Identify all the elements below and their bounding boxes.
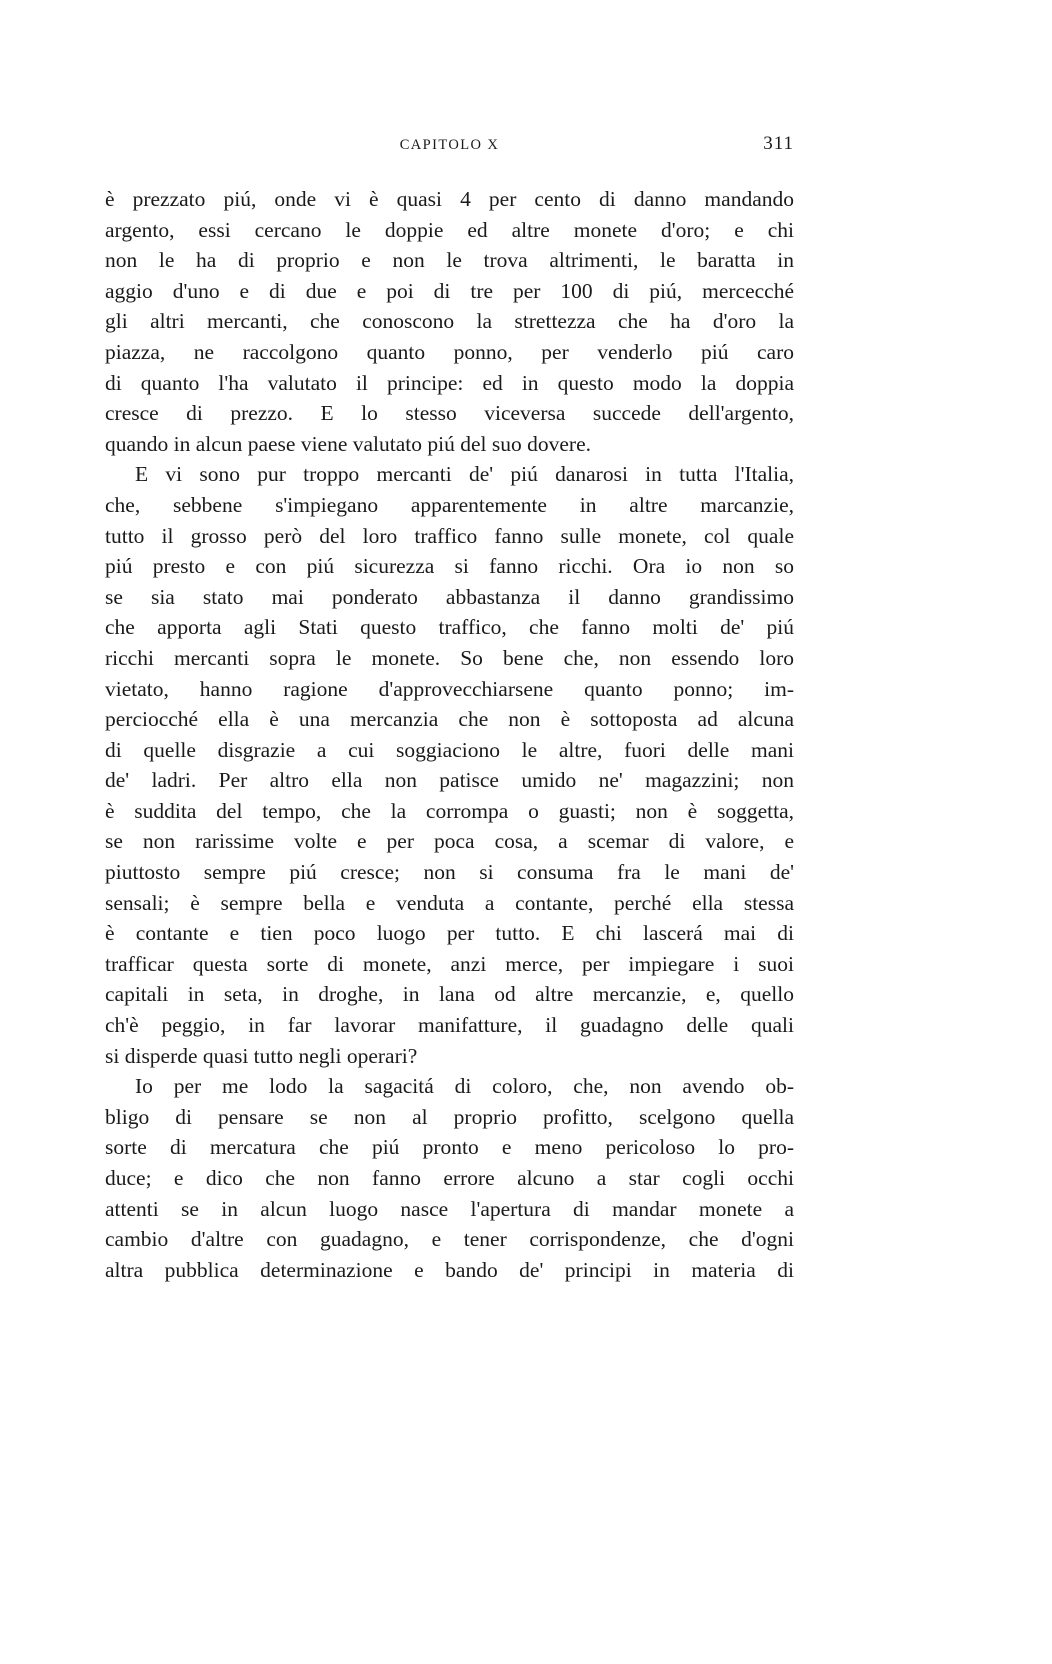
- text-line: se non rarissime volte e per poca cosa, a scemar di valore, e: [105, 829, 794, 854]
- text-line: E vi sono pur troppo mercanti de' piú danarosi in tutta l'Italia,: [135, 462, 794, 487]
- text-line: cresce di prezzo. E lo stesso viceversa succede dell'argento,: [105, 401, 794, 426]
- text-line: gli altri mercanti, che conoscono la strettezza che ha d'oro la: [105, 309, 794, 334]
- text-line: che, sebbene s'impiegano apparentemente in altre marcanzie,: [105, 492, 794, 517]
- text-line: piuttosto sempre piú cresce; non si consuma fra le mani de': [105, 860, 794, 885]
- text-line: tutto il grosso però del loro traffico fanno sulle monete, col quale: [105, 523, 794, 548]
- text-line: argento, essi cercano le doppie ed altre monete d'oro; e chi: [105, 217, 794, 242]
- text-line: piú presto e con piú sicurezza si fanno ricchi. Ora io non so: [105, 554, 794, 579]
- body-text: [105, 184, 794, 1285]
- page-header: [105, 133, 794, 157]
- text-line: di quelle disgrazie a cui soggiaciono le altre, fuori delle mani: [105, 737, 794, 762]
- text-line: perciocché ella è una mercanzia che non è sottoposta ad alcuna: [105, 707, 794, 732]
- text-line: altra pubblica determinazione e bando de' principi in materia di: [105, 1257, 794, 1282]
- text-line: si disperde quasi tutto negli operari?: [105, 1043, 418, 1068]
- text-line: è prezzato piú, onde vi è quasi 4 per cento di danno mandando: [105, 187, 794, 211]
- text-line: se sia stato mai ponderato abbastanza il danno grandissimo: [105, 584, 794, 609]
- paragraph: [105, 184, 794, 459]
- text-line: piazza, ne raccolgono quanto ponno, per venderlo piú caro: [105, 339, 794, 364]
- text-line: duce; e dico che non fanno errore alcuno a star cogli occhi: [105, 1166, 794, 1190]
- text-line: sensali; è sempre bella e venduta a contante, perché ella stessa: [105, 890, 794, 915]
- text-line: cambio d'altre con guadagno, e tener corrispondenze, che d'ogni: [105, 1227, 794, 1252]
- text-line: è suddita del tempo, che la corrompa o guasti; non è soggetta,: [105, 798, 794, 823]
- text-line: capitali in seta, in droghe, in lana od altre mercanzie, e, quello: [105, 982, 794, 1007]
- text-line: vietato, hanno ragione d'approvecchiarsene quanto ponno; im-: [105, 676, 794, 701]
- text-line: ricchi mercanti sopra le monete. So bene che, non essendo loro: [105, 645, 794, 670]
- text-line: bligo di pensare se non al proprio profitto, scelgono quella: [105, 1104, 794, 1129]
- text-line: trafficar questa sorte di monete, anzi merce, per impiegare i suoi: [105, 951, 794, 976]
- page-number: 311: [763, 133, 794, 154]
- text-line: Io per me lodo la sagacitá di coloro, che, non avendo ob-: [135, 1074, 794, 1099]
- text-line: che apporta agli Stati questo traffico, che fanno molti de' piú: [105, 615, 794, 640]
- text-line: quando in alcun paese viene valutato piú del suo dovere.: [105, 431, 591, 456]
- text-line: aggio d'uno e di due e poi di tre per 100 di piú, mercecché: [105, 278, 794, 303]
- text-line: sorte di mercatura che piú pronto e meno pericoloso lo pro-: [105, 1135, 794, 1160]
- text-line: non le ha di proprio e non le trova altrimenti, le baratta in: [105, 248, 794, 273]
- paragraph: [105, 459, 794, 1071]
- text-line: è contante e tien poco luogo per tutto. E chi lascerá mai di: [105, 921, 794, 946]
- text-line: ch'è peggio, in far lavorar manifatture, il guadagno delle quali: [105, 1013, 794, 1038]
- paragraph: [105, 1071, 794, 1285]
- text-line: di quanto l'ha valutato il principe: ed in questo modo la doppia: [105, 370, 794, 395]
- running-title: CAPITOLO X: [399, 137, 500, 153]
- text-line: attenti se in alcun luogo nasce l'apertura di mandar monete a: [105, 1196, 794, 1221]
- text-line: de' ladri. Per altro ella non patisce umido ne' magazzini; non: [105, 768, 794, 793]
